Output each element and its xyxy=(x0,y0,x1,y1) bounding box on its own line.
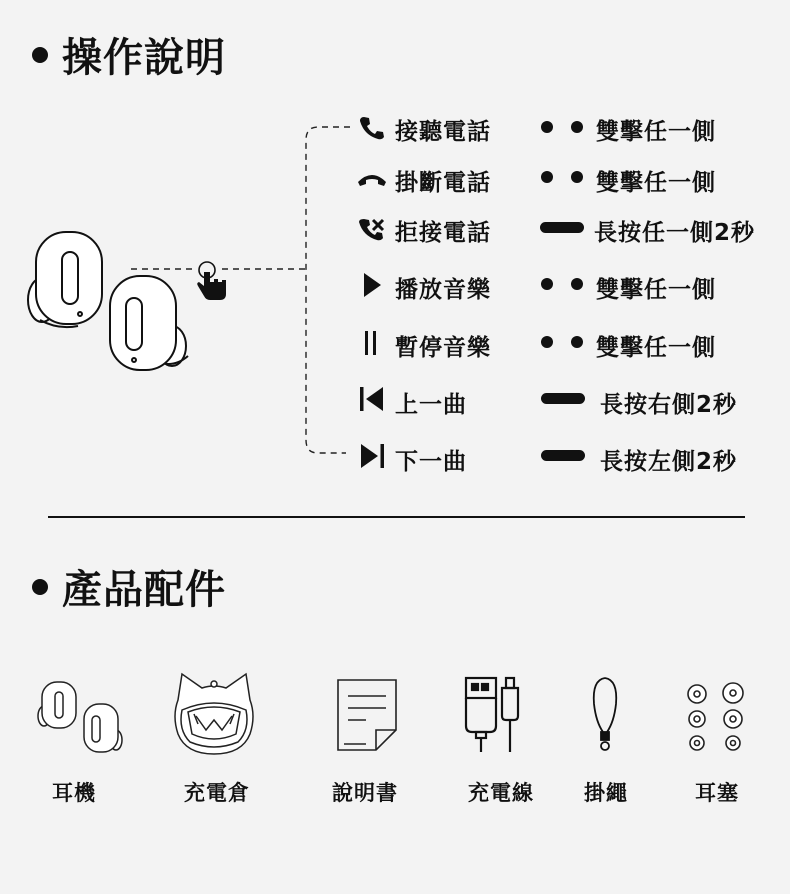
control-label: 上一曲 xyxy=(395,392,467,418)
control-action: 雙擊任一側 xyxy=(596,119,716,145)
ear-tips-icon xyxy=(686,682,748,754)
control-action: 長按左側2秒 xyxy=(600,449,738,475)
previous-track-icon xyxy=(359,386,385,412)
control-action: 雙擊任一側 xyxy=(596,335,716,361)
bullet-dot xyxy=(32,579,48,595)
next-track-icon xyxy=(359,443,385,469)
section-divider xyxy=(48,516,745,518)
accessory-label: 掛繩 xyxy=(584,781,628,805)
double-tap-dot xyxy=(541,278,553,290)
accessory-label: 耳塞 xyxy=(695,781,739,805)
accessory-label: 說明書 xyxy=(332,781,398,805)
control-action: 雙擊任一側 xyxy=(596,277,716,303)
double-tap-dot xyxy=(571,171,583,183)
double-tap-dot xyxy=(541,171,553,183)
control-label: 暫停音樂 xyxy=(395,335,491,361)
long-press-bar xyxy=(540,222,584,233)
double-tap-dot xyxy=(571,121,583,133)
double-tap-dot xyxy=(571,336,583,348)
accessory-label: 充電線 xyxy=(468,781,534,805)
long-press-bar xyxy=(541,450,585,461)
play-icon xyxy=(362,272,382,298)
charging-cable-icon xyxy=(462,676,526,754)
control-label: 接聽電話 xyxy=(395,119,491,145)
earbuds-icon xyxy=(38,680,126,756)
double-tap-dot xyxy=(541,121,553,133)
control-action: 長按任一側2秒 xyxy=(594,220,756,246)
control-label: 下一曲 xyxy=(395,449,467,475)
control-label: 拒接電話 xyxy=(395,220,491,246)
long-press-bar xyxy=(541,393,585,404)
manual-icon xyxy=(336,678,398,752)
accessory-label: 充電倉 xyxy=(184,781,250,805)
accessories-title: 產品配件 xyxy=(62,567,226,613)
phone-answer-icon xyxy=(360,115,384,139)
control-label: 掛斷電話 xyxy=(395,170,491,196)
charging-case-icon xyxy=(172,672,256,756)
control-action: 雙擊任一側 xyxy=(596,170,716,196)
operation-title: 操作說明 xyxy=(62,35,226,81)
control-action: 長按右側2秒 xyxy=(600,392,738,418)
control-label: 播放音樂 xyxy=(395,277,491,303)
phone-hangup-icon xyxy=(356,168,388,188)
double-tap-dot xyxy=(541,336,553,348)
pause-icon xyxy=(363,330,379,356)
phone-reject-icon xyxy=(360,216,386,242)
accessories-heading xyxy=(32,558,226,615)
accessory-label: 耳機 xyxy=(52,781,96,805)
double-tap-dot xyxy=(571,278,583,290)
lanyard-icon xyxy=(590,676,620,754)
